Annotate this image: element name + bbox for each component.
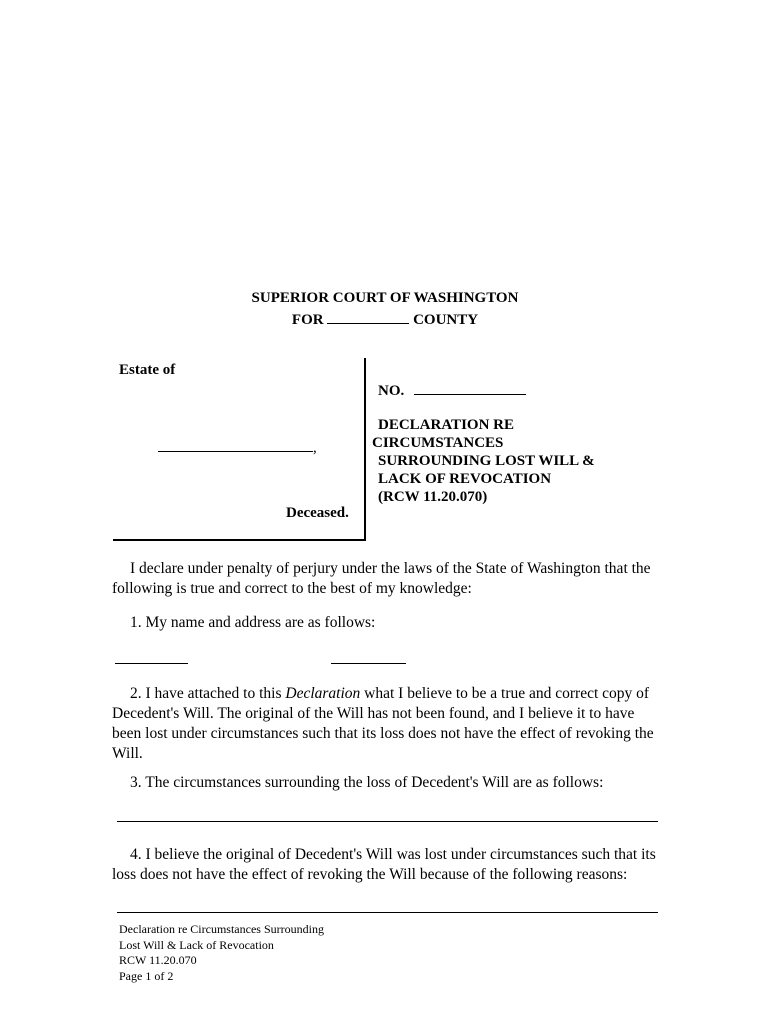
case-no-blank <box>414 380 526 395</box>
intro-paragraph <box>112 559 672 599</box>
title-line-4: LACK OF REVOCATION <box>378 471 552 487</box>
item-2-line-1 <box>112 684 672 704</box>
item-2-italic: Declaration <box>285 685 361 702</box>
item-2-rest: what I believe to be a true and correct copy of <box>360 685 650 702</box>
item-1: 1. My name and address are as follows: <box>130 614 376 631</box>
name-blank-line <box>115 663 188 664</box>
title-line-1: DECLARATION RE <box>378 417 514 433</box>
deceased-label: Deceased. <box>286 505 349 521</box>
item-2-line-2: Decedent's Will. The original of the Will has not been found, and I believe it to have <box>112 705 635 722</box>
document-title <box>372 416 595 506</box>
county-blank <box>327 309 409 324</box>
county-prefix: FOR <box>291 312 324 328</box>
caption-vertical-rule <box>364 358 366 541</box>
item-3: 3. The circumstances surrounding the loss of Decedent's Will are as follows: <box>130 774 604 791</box>
footer-line-3: RCW 11.20.070 <box>119 953 197 967</box>
case-number <box>378 380 526 400</box>
item-4-line-2: loss does not have the effect of revoking the Will because of the following reasons: <box>112 866 628 883</box>
title-line-5: (RCW 11.20.070) <box>378 489 488 505</box>
item-2-line-3: been lost under circumstances such that its loss does not have the effect of revoking the <box>112 725 654 742</box>
footer-line-2: Lost Will & Lack of Revocation <box>119 937 274 952</box>
circumstances-blank-line <box>117 821 658 822</box>
court-name: SUPERIOR COURT OF WASHINGTON <box>251 290 519 306</box>
reasons-blank-line <box>117 912 658 913</box>
intro-line-1: I declare under penalty of perjury under the laws of the State of Washington that the <box>130 560 651 577</box>
decedent-name-comma: , <box>313 440 317 456</box>
decedent-name-blank <box>158 437 313 452</box>
footer-page-number: Page 1 of 2 <box>119 968 174 983</box>
item-2-start: 2. I have attached to this <box>130 685 286 702</box>
caption-horizontal-rule <box>113 539 366 541</box>
item-2 <box>112 684 672 764</box>
intro-line-2: following is true and correct to the best of my knowledge: <box>112 580 472 597</box>
address-blank-line <box>331 663 406 664</box>
estate-label: Estate of <box>119 362 176 378</box>
item-4 <box>112 845 672 885</box>
item-2-line-4: Will. <box>112 745 143 762</box>
page-footer <box>119 922 324 984</box>
title-line-3: SURROUNDING LOST WILL & <box>378 453 595 469</box>
county-suffix: COUNTY <box>413 312 479 328</box>
case-no-label: NO. <box>378 383 405 399</box>
decedent-name-line <box>158 437 317 457</box>
footer-line-1: Declaration re Circumstances Surrounding <box>119 922 324 936</box>
item-4-line-1: 4. I believe the original of Decedent's Will was lost under circumstances such that its <box>130 846 656 863</box>
county-line <box>0 309 770 329</box>
title-line-2: CIRCUMSTANCES <box>372 435 504 451</box>
